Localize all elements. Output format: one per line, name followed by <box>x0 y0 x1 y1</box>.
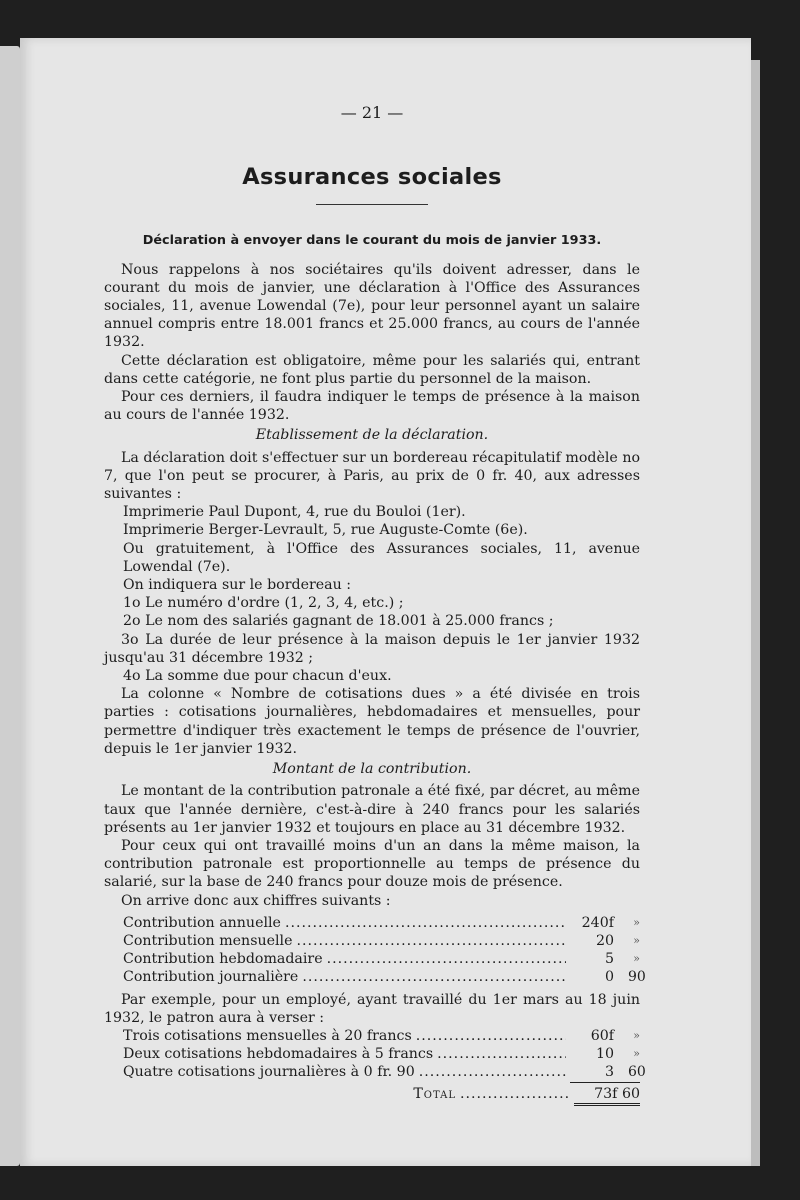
row-label: Deux cotisations hebdomadaires à 5 francs <box>123 1046 434 1063</box>
row-amount: 20 <box>595 932 614 949</box>
address-line: Imprimerie Paul Dupont, 4, rue du Bouloi (1er). <box>123 504 466 521</box>
paragraph: Le montant de la contribution patronale a été fixé, par décret, au même taux que l'année dernière, c'est-à-dire à 240 francs pour les salariés présents au 1er janvier 1932 et toujours en place au 31 décembre 1932. <box>104 783 640 836</box>
paragraph: Cette déclaration est obligatoire, même pour les salariés qui, entrant dans cette catégorie, ne font plus partie du personnel de la maison. <box>104 352 640 387</box>
row-unit: » <box>633 933 640 947</box>
address-line: Ou gratuitement, à l'Office des Assurances sociales, 11, avenue Lowendal (7e). <box>123 540 640 575</box>
table-row <box>104 950 640 968</box>
facing-page-edge <box>0 46 20 1166</box>
total-label: Total <box>413 1085 456 1102</box>
row-unit: » <box>633 915 640 929</box>
row-amount: 5 <box>604 951 614 968</box>
table-row <box>104 1063 646 1081</box>
contribution-table <box>104 914 646 987</box>
page-number: — 21 — <box>340 103 404 122</box>
row-unit: » <box>633 952 640 966</box>
table-row <box>104 968 646 986</box>
row-amount: 60f <box>590 1027 614 1044</box>
list-item: 4o La somme due pour chacun d'eux. <box>123 668 392 685</box>
row-label: Trois cotisations mensuelles à 20 francs <box>123 1027 412 1044</box>
page-content <box>104 103 646 1106</box>
table-row <box>104 1027 640 1045</box>
example-table <box>104 1027 646 1106</box>
paragraph: Pour ces derniers, il faudra indiquer le temps de présence à la maison au cours de l'année 1932. <box>104 389 640 424</box>
title-divider <box>316 204 428 205</box>
paragraph: On indiquera sur le bordereau : <box>123 577 352 594</box>
row-label: Contribution annuelle <box>123 914 281 931</box>
list-item: 3o La durée de leur présence à la maison depuis le 1er janvier 1932 jusqu'au 31 décembre 1932 ; <box>104 631 640 666</box>
list-item: 2o Le nom des salariés gagnant de 18.001 à 25.000 francs ; <box>123 613 554 630</box>
paragraph: Pour ceux qui ont travaillé moins d'un an dans la même maison, la contribution patronale est proportionnelle au temps de présence du salarié, sur la base de 240 francs pour douze mois de présence. <box>104 837 640 891</box>
section-heading: Etablissement de la déclaration. <box>255 427 489 444</box>
table-row <box>104 932 640 950</box>
row-amount: 10 <box>595 1046 614 1063</box>
row-label: Contribution mensuelle <box>123 932 293 949</box>
row-label: Quatre cotisations journalières à 0 fr. 90 <box>123 1064 415 1081</box>
paragraph: Nous rappelons à nos sociétaires qu'ils doivent adresser, dans le courant du mois de janvier, une déclaration à l'Office des Assurances sociales, 11, avenue Lowendal (7e), pour leur personnel ayant un salaire annuel compris entre 18.001 francs et 25.000 francs, au cours de l'année 1932. <box>104 261 640 351</box>
row-unit: 90 <box>628 969 646 986</box>
paragraph: On arrive donc aux chiffres suivants : <box>121 892 391 909</box>
page-edge-shadow <box>751 60 760 1166</box>
row-amount: 3 <box>604 1064 614 1081</box>
subtitle: Déclaration à envoyer dans le courant du mois de janvier 1933. <box>142 233 602 249</box>
total-amount: 73f 60 <box>574 1085 640 1106</box>
row-unit: » <box>633 1047 640 1061</box>
row-unit: » <box>633 1028 640 1042</box>
section-heading: Montant de la contribution. <box>272 761 472 778</box>
total-row <box>104 1085 640 1106</box>
page-title: Assurances sociales <box>242 164 502 191</box>
row-amount: 240f <box>581 914 614 931</box>
table-row <box>104 1045 640 1063</box>
row-label: Contribution journalière <box>123 969 299 986</box>
row-amount: 0 <box>604 969 614 986</box>
paragraph: La déclaration doit s'effectuer sur un bordereau récapitulatif modèle no 7, que l'on peut se procurer, à Paris, au prix de 0 fr. 40, aux adresses suivantes : <box>104 449 640 503</box>
table-row <box>104 914 640 932</box>
row-label: Contribution hebdomadaire <box>123 951 323 968</box>
row-unit: 60 <box>628 1064 646 1081</box>
address-line: Imprimerie Berger-Levrault, 5, rue Auguste-Comte (6e). <box>123 522 528 539</box>
list-item: 1o Le numéro d'ordre (1, 2, 3, 4, etc.) ; <box>123 595 404 612</box>
paragraph: La colonne « Nombre de cotisations dues » a été divisée en trois parties : cotisations journalières, hebdomadaires et mensuelles, pour permettre d'indiquer très exactement le temps de présence de l'ouvrier, depuis le 1er janvier 1932. <box>104 686 640 757</box>
paragraph: Par exemple, pour un employé, ayant travaillé du 1er mars au 18 juin 1932, le patron aura à verser : <box>104 991 640 1026</box>
